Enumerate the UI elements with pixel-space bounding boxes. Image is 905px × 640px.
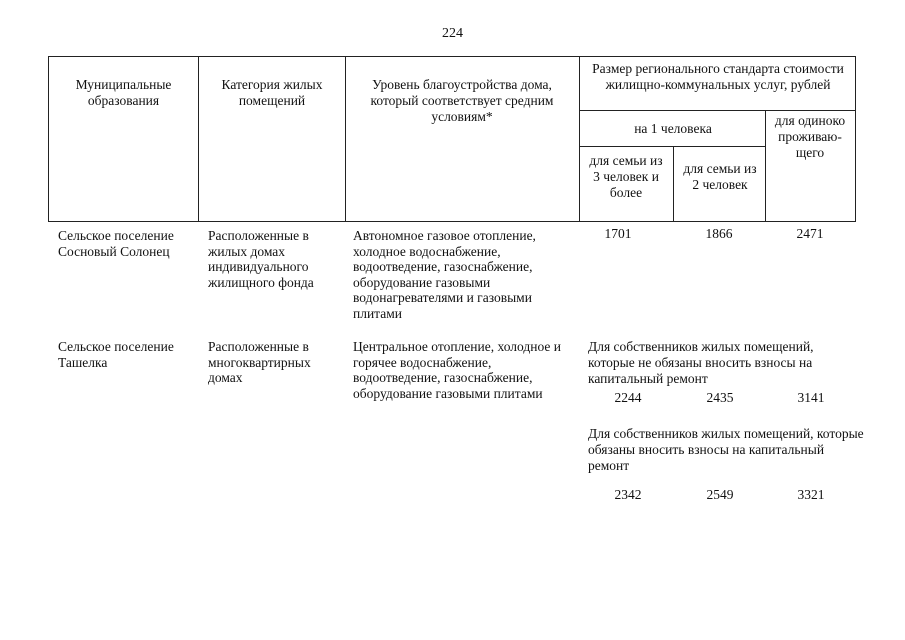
- row2-note2-single: 3321: [797, 487, 825, 502]
- row2-note2-family3: 2342: [614, 487, 642, 502]
- row2-category: Расположенные в многоквартирных домах: [208, 339, 311, 385]
- row2-municipality: Сельское поселение Ташелка: [58, 339, 174, 370]
- header-standard: Размер регионального стандарта стоимости жилищно-коммунальных услуг, рублей: [592, 61, 844, 92]
- header-municipality: Муниципальные образования: [75, 77, 172, 108]
- divider: [198, 57, 199, 222]
- header-family2: для семьи из 2 человек: [683, 161, 757, 192]
- row2-note2: Для собственников жилых помещений, которые обязаны вносить взносы на капитальный ремонт: [588, 426, 864, 473]
- row1-single: 2471: [796, 226, 824, 241]
- row2-note1: Для собственников жилых помещений, которые не обязаны вносить взносы на капитальный ремонт: [588, 339, 814, 386]
- header-single: для одиноко проживаю-щего: [774, 113, 846, 160]
- page-number: 224: [442, 26, 463, 41]
- divider: [765, 110, 766, 222]
- row1-level: Автономное газовое отопление, холодное водоснабжение, водоотведение, газоснабжение, оборудование газовыми водонагревателями и газовыми плитами: [353, 228, 536, 321]
- divider: [673, 146, 674, 222]
- row1-category: Расположенные в жилых домах индивидуального жилищного фонда: [208, 228, 314, 290]
- header-category: Категория жилых помещений: [221, 77, 323, 108]
- row2-note1-family3: 2244: [614, 390, 642, 405]
- row2-note1-family2: 2435: [706, 390, 734, 405]
- divider: [579, 110, 856, 111]
- row1-family2: 1866: [705, 226, 733, 241]
- row1-family3: 1701: [604, 226, 632, 241]
- row2-level: Центральное отопление, холодное и горячее водоснабжение, водоотведение, газоснабжение, оборудование газовыми плитами: [353, 339, 561, 401]
- divider: [579, 146, 765, 147]
- header-per-person: на 1 человека: [634, 121, 712, 136]
- row2-note2-family2: 2549: [706, 487, 734, 502]
- table-header: [48, 56, 856, 222]
- row2-note1-single: 3141: [797, 390, 825, 405]
- header-level: Уровень благоустройства дома, который соответствует средним условиям*: [370, 77, 554, 124]
- divider: [345, 57, 346, 222]
- header-family3: для семьи из 3 человек и более: [589, 153, 663, 200]
- row1-municipality: Сельское поселение Сосновый Солонец: [58, 228, 174, 259]
- divider: [579, 57, 580, 222]
